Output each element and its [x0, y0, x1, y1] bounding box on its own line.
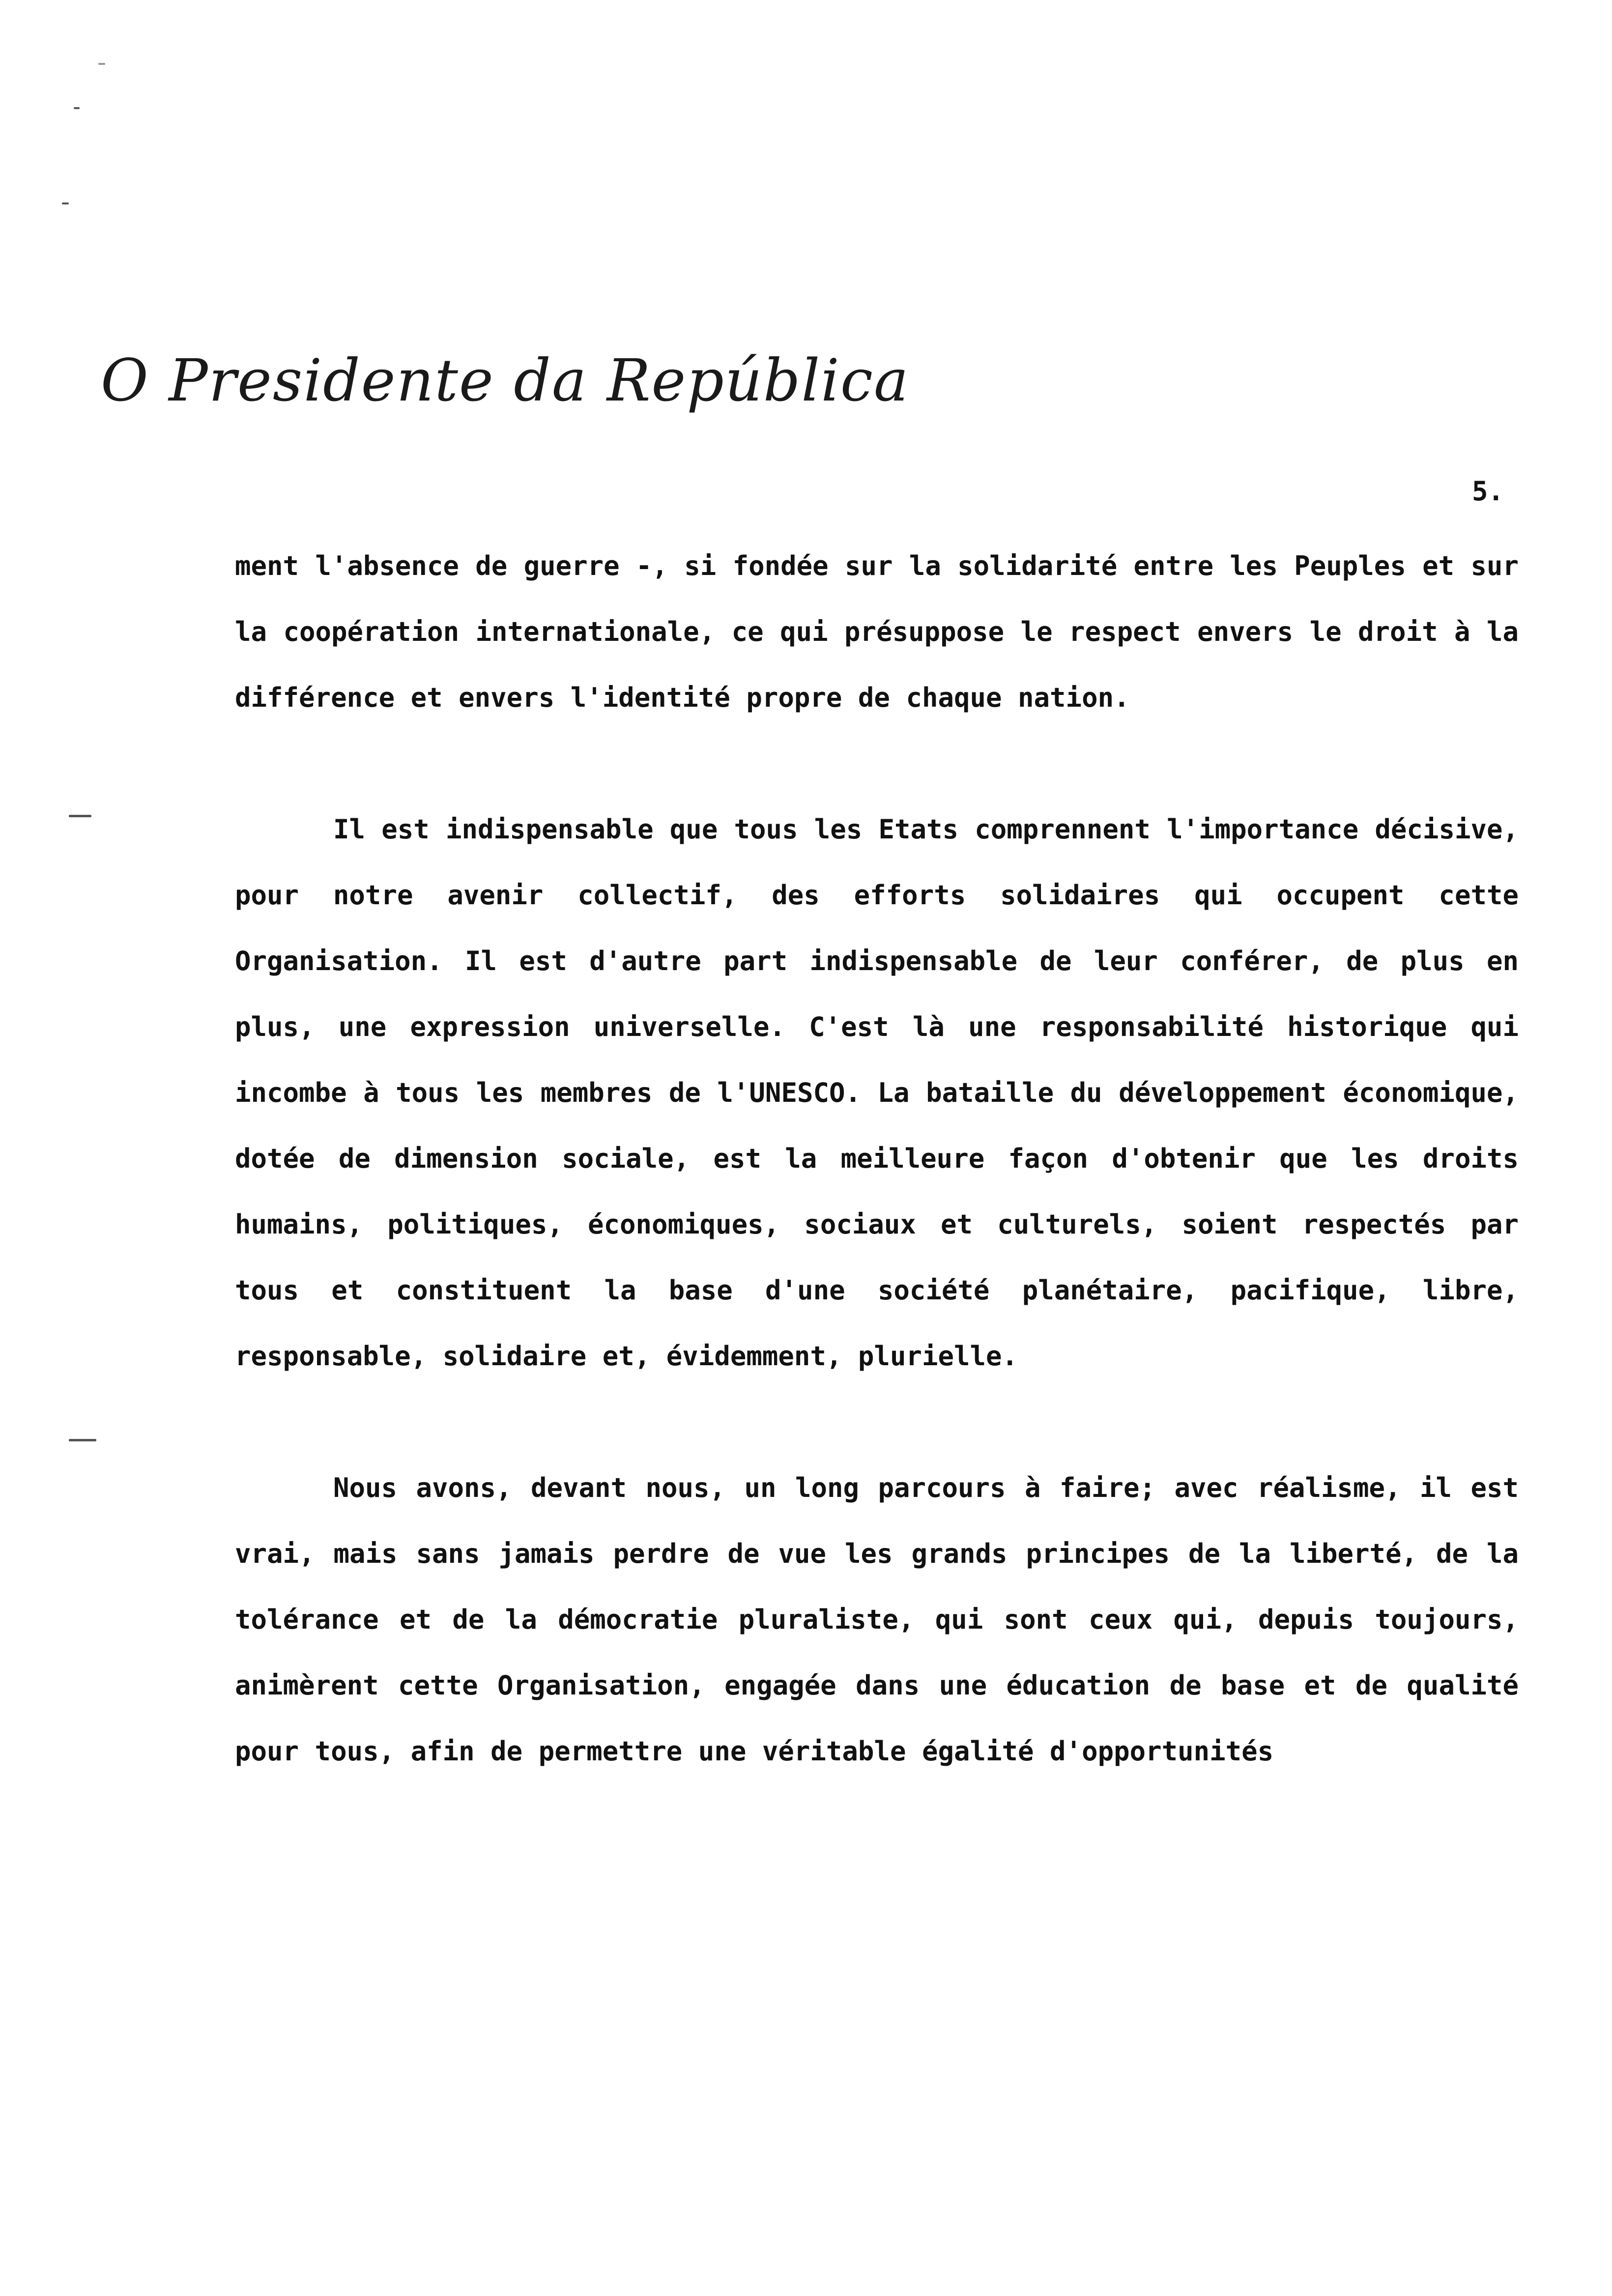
paragraph: Il est indispensable que tous les Etats comprennent l'importance décisive, pour notre avenir collectif, des efforts solidaires qui occupent cette Organisation. Il est d'autre part indispensable de leur conférer, de plus en plus, une expression universelle. C'est là une responsabilité historique qui incombe à tous les membres de l'UNESCO. La bataille du développement économique, dotée de dimension sociale, est la meilleure façon d'obtenir que les droits humains, politiques, économiques, sociaux et culturels, soient respectés par tous et constituent la base d'une société planétaire, pacifique, libre, responsable, solidaire et, évidemment, plurielle. [235, 814, 1519, 1372]
page-number: 5. [1472, 476, 1504, 507]
margin-mark [62, 202, 69, 204]
margin-mark [98, 63, 105, 65]
letterhead-title: O Presidente da República [101, 346, 910, 414]
document-body [235, 533, 1519, 1784]
margin-mark [69, 815, 91, 817]
margin-mark [74, 107, 80, 109]
paragraph: ment l'absence de guerre -, si fondée sur la solidarité entre les Peuples et sur la coopération internationale, ce qui présuppose le respect envers le droit à la différence et envers l'identité propre de chaque nation. [235, 550, 1519, 713]
paragraph: Nous avons, devant nous, un long parcours à faire; avec réalisme, il est vrai, mais sans jamais perdre de vue les grands principes de la liberté, de la tolérance et de la démocratie pluraliste, qui sont ceux qui, depuis toujours, animèrent cette Organisation, engagée dans une éducation de base et de qualité pour tous, afin de permettre une véritable égalité d'opportunités [235, 1472, 1519, 1767]
margin-mark [69, 1439, 96, 1441]
